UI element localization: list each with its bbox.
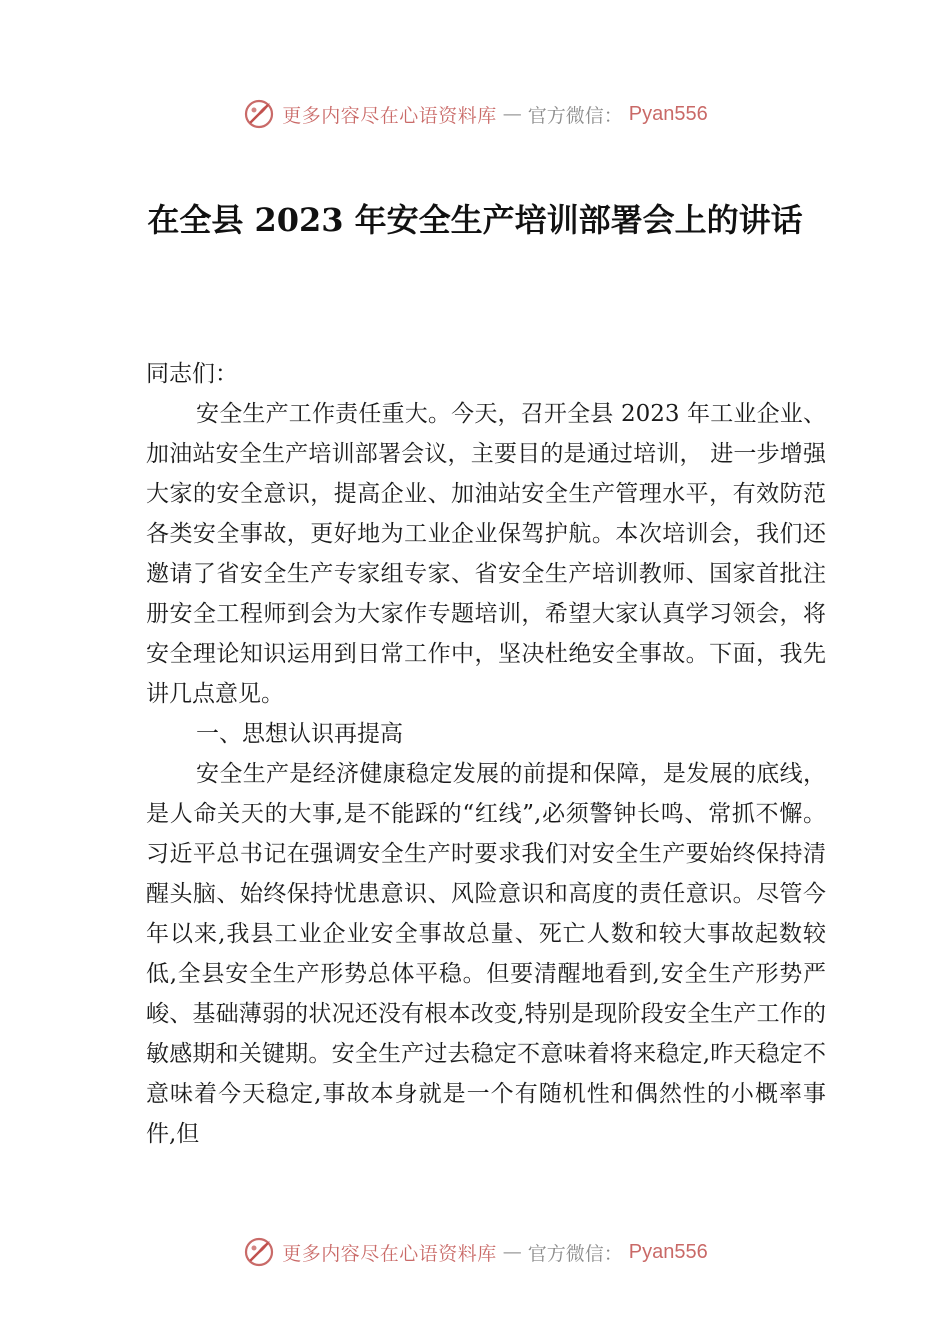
watermark-label: 官方微信：: [527, 104, 623, 127]
document-body: [146, 354, 826, 1154]
watermark-text: 更多内容尽在心语资料库: [282, 1242, 497, 1265]
salutation: 同志们：: [146, 361, 238, 387]
quill-logo-icon: [242, 1235, 276, 1269]
footer-watermark: [0, 1232, 950, 1272]
watermark-text: 更多内容尽在心语资料库: [282, 104, 497, 127]
quill-logo-icon: [242, 97, 276, 131]
paragraph-intro: 安全生产工作责任重大。今天，召开全县 2023 年工业企业、加油站安全生产培训部署会议，主要目的是通过培训， 进一步增强大家的安全意识，提高企业、加油站安全生产管理水平，有效防范各类安全事故，更好地为工业企业保驾护航。本次培训会，我们还邀请了省安全生产专家组专家、省安全生产培训教师、国家首批注册安全工程师到会为大家作专题培训，希望大家认真学习领会，将安全理论知识运用到日常工作中，坚决杜绝安全事故。下面，我先讲几点意见。: [146, 401, 826, 707]
header-watermark: [0, 94, 950, 134]
watermark-wechat-id: Pyan556: [628, 1240, 708, 1263]
document-title: 在全县 2023 年安全生产培训部署会上的讲话: [147, 201, 803, 239]
watermark-label: 官方微信：: [527, 1242, 623, 1265]
watermark-wechat-id: Pyan556: [628, 102, 708, 125]
watermark-separator: —: [502, 103, 522, 125]
paragraph-section-one: 安全生产是经济健康稳定发展的前提和保障，是发展的底线，是人命关天的大事,是不能踩的“红线”,必须警钟长鸣、常抓不懈。习近平总书记在强调安全生产时要求我们对安全生产要始终保持清醒头脑、始终保持忧患意识、风险意识和高度的责任意识。尽管今年以来,我县工业企业安全事故总量、死亡人数和较大事故起数较低,全县安全生产形势总体平稳。但要清醒地看到,安全生产形势严峻、基础薄弱的状况还没有根本改变,特别是现阶段安全生产工作的敏感期和关键期。安全生产过去稳定不意味着将来稳定,昨天稳定不意味着今天稳定,事故本身就是一个有随机性和偶然性的小概率事件,但: [146, 761, 826, 1147]
section-heading: 一、思想认识再提高: [196, 721, 403, 747]
watermark-separator: —: [502, 1241, 522, 1263]
